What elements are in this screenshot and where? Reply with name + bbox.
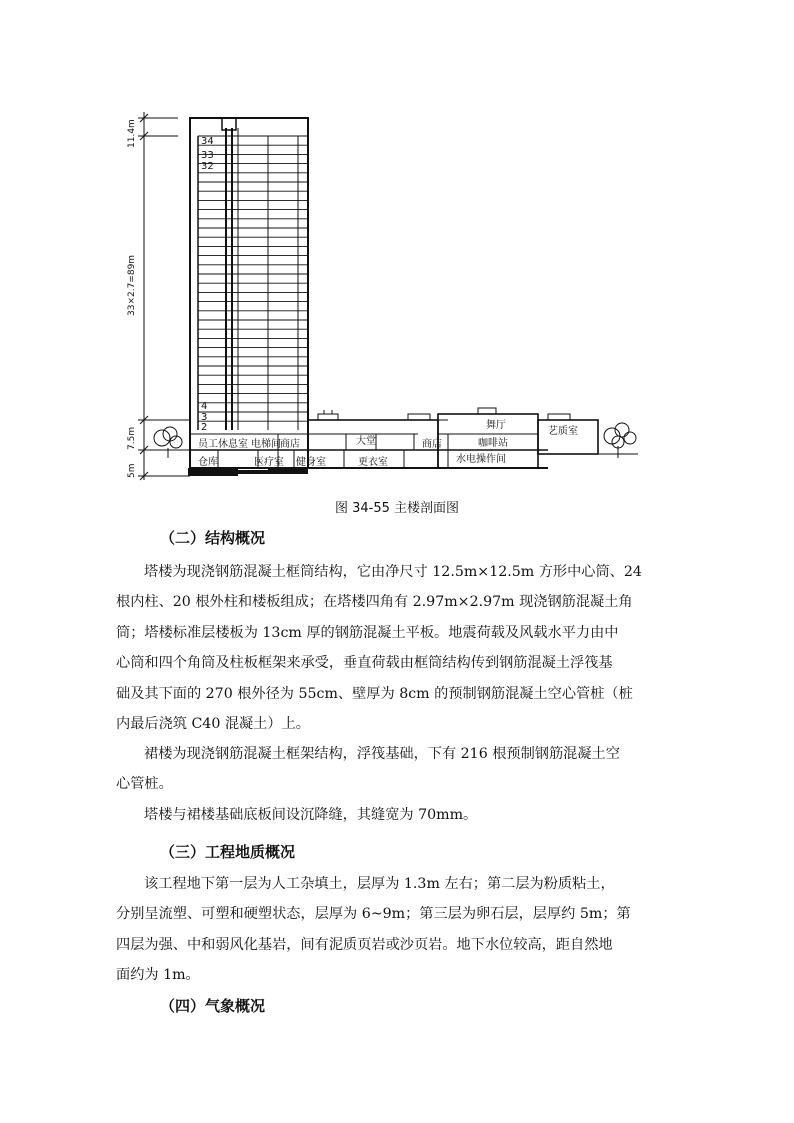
section-drawing — [118, 108, 638, 492]
text-line: 心管桩。 — [116, 776, 173, 793]
text-line: 塔楼为现浇钢筋混凝土框筒结构，它由净尺寸 12.5m×12.5m 方形中心筒、24 — [144, 564, 642, 580]
dim-basement: 5m — [127, 463, 137, 478]
text-line: 塔楼与裙楼基础底板间设沉降缝，其缝宽为 70mm。 — [144, 807, 478, 823]
floor-33: 33 — [201, 150, 214, 161]
room-shop-2: 商店 — [422, 439, 442, 450]
text-line: 四层为强、中和弱风化基岩，间有泥质页岩或沙页岩。地下水位较高，距自然地 — [116, 936, 613, 953]
text-line: 裙楼为现浇钢筋混凝土框架结构，浮筏基础，下有 216 根预制钢筋混凝土空 — [144, 746, 620, 762]
tree-left — [154, 427, 182, 458]
room-clinic: 医疗室 — [254, 457, 284, 468]
dim-top: 11.4m — [127, 119, 137, 148]
text-line: 础及其下面的 270 根外径为 55cm、壁厚为 8cm 的预制钢筋混凝土空心管桩（桩 — [116, 685, 633, 702]
paragraph-structure-1 — [116, 557, 676, 739]
room-shop-1: 商店 — [280, 439, 300, 450]
text-line: 面约为 1m。 — [116, 967, 200, 984]
room-staff-lounge: 员工休息室 — [198, 439, 248, 450]
room-ballroom: 舞厅 — [486, 420, 506, 431]
text-line: 内最后浇筑 C40 混凝土）上。 — [116, 716, 310, 733]
text-line: 根内柱、20 根外柱和楼板组成；在塔楼四角有 2.97m×2.97m 现浇钢筋混凝土角 — [116, 594, 633, 611]
floor-34: 34 — [201, 136, 214, 147]
paragraph-structure-2 — [116, 739, 676, 800]
foundation — [188, 468, 308, 476]
room-gym: 健身室 — [296, 457, 326, 468]
room-elevator: 电梯间 — [251, 439, 281, 450]
room-coffee: 咖啡站 — [478, 438, 508, 449]
dimension-line — [138, 112, 190, 480]
text-line: 分别呈流塑、可塑和硬塑状态，层厚为 6~9m；第三层为卵石层，层厚约 5m；第 — [116, 906, 631, 923]
tower-floor-lines — [198, 136, 308, 421]
tree-right — [604, 423, 636, 458]
floor-3: 3 — [201, 412, 208, 423]
text-line: 该工程地下第一层为人工杂填土，层厚为 1.3m 左右；第二层为粉质粘土， — [144, 876, 615, 892]
paragraph-geology — [116, 869, 676, 991]
heading-geology: （三）工程地质概况 — [160, 843, 296, 861]
heading-climate: （四）气象概况 — [160, 997, 266, 1015]
room-lobby: 大堂 — [356, 436, 376, 447]
paragraph-structure-3 — [116, 800, 676, 830]
text-line: 心筒和四个角筒及柱板框架来承受，垂直荷载由框筒结构传到钢筋混凝土浮筏基 — [116, 655, 613, 672]
room-utility: 水电操作间 — [456, 454, 506, 465]
room-art: 艺质室 — [548, 426, 578, 437]
figure-caption: 图 34-55 主楼剖面图 — [334, 501, 460, 516]
room-storage: 仓库 — [198, 457, 218, 468]
floor-4: 4 — [201, 401, 208, 412]
room-locker: 更衣室 — [358, 457, 388, 468]
heading-structure: （二）结构概况 — [160, 529, 266, 547]
dim-podium: 7.5m — [127, 426, 137, 450]
text-line: 筒；塔楼标准层楼板为 13cm 厚的钢筋混凝土平板。地震荷载及风载水平力由中 — [116, 624, 619, 641]
floor-2: 2 — [201, 422, 208, 433]
dim-tower: 33×2.7=89m — [127, 254, 137, 316]
floor-32: 32 — [201, 161, 214, 172]
